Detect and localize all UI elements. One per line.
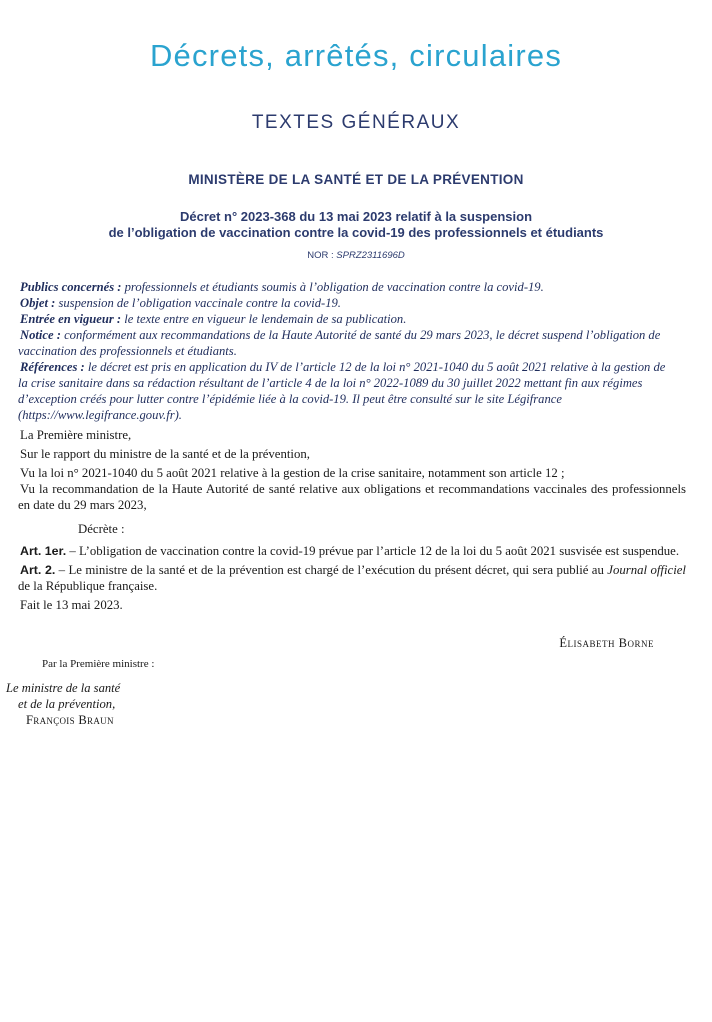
nor-reference [0, 250, 712, 261]
visa-recommendation: Vu la recommandation de la Haute Autorité de santé relative aux obligations et recommandations vaccinales des professionnels en date du 29 mars 2023, [18, 482, 686, 512]
notice-text: professionnels et étudiants soumis à l’obligation de vaccination contre la covid-19. [121, 280, 544, 294]
notice-label: Publics concernés : [20, 280, 122, 294]
article-1-label: Art. 1er. [20, 544, 67, 558]
notice-label: Notice : [20, 328, 61, 342]
notice-label: Entrée en vigueur : [20, 312, 122, 326]
minister-title-line1: Le ministre de la santé [6, 681, 121, 695]
notice-text: suspension de l’obligation vaccinale contre la covid-19. [55, 296, 341, 310]
notice-label: Objet : [20, 296, 56, 310]
minister-name: François Braun [26, 713, 114, 727]
notice-label: Références : [20, 360, 85, 374]
article-1-text: – L’obligation de vaccination contre la covid-19 prévue par l’article 12 de la loi du 5 août 2021 susvisée est suspendue. [66, 544, 680, 558]
decree-body [18, 427, 686, 613]
notice-item [18, 279, 666, 295]
notice-item [18, 327, 666, 359]
minister-title-line2: et de la prévention, [18, 697, 116, 711]
par-la-premiere-ministre: Par la Première ministre : [42, 658, 155, 670]
section-subheading: TEXTES GÉNÉRAUX [251, 112, 461, 133]
signature-minister [6, 680, 120, 728]
done-date: Fait le 13 mai 2023. [20, 598, 123, 612]
decree-title [0, 209, 712, 241]
article-2 [18, 562, 686, 594]
visa-law: Vu la loi n° 2021-1040 du 5 août 2021 relative à la gestion de la crise sanitaire, notamment son article 12 ; [20, 466, 565, 480]
decree-title-line1: Décret n° 2023-368 du 13 mai 2023 relatif à la suspension [179, 209, 533, 224]
article-1 [18, 543, 686, 559]
section-heading: Décrets, arrêtés, circulaires [149, 38, 563, 73]
notice-item [18, 311, 666, 327]
nor-value: SPRZ2311696D [336, 250, 405, 261]
notice-block [18, 279, 666, 423]
article-2-text-a: – Le ministre de la santé et de la prévention est chargé de l’exécution du présent décret, qui sera publié au [55, 563, 608, 577]
ministry-title: MINISTÈRE DE LA SANTÉ ET DE LA PRÉVENTION [188, 172, 524, 187]
notice-item [18, 295, 666, 311]
notice-text: le décret est pris en application du IV de l’article 12 de la loi n° 2021-1040 du 5 août 2021 relative à la gestion de la crise sanitaire dans sa rédaction résultant de l’article 4 de la loi n° 2022-1089 du 30 juillet 2022 mettant fin aux régimes d’exception créés pour lutter contre l’épidémie liée à la covid-19. Il peut être consulté sur le site Légifrance (https://www.legifrance.gouv.fr). [18, 360, 666, 422]
article-2-label: Art. 2. [20, 563, 56, 577]
decree-title-line2: de l’obligation de vaccination contre la covid-19 des professionnels et étudiants [108, 225, 604, 240]
signature-prime-minister: Élisabeth Borne [559, 636, 654, 650]
decrete-line: Décrète : [78, 522, 125, 536]
visa-report: Sur le rapport du ministre de la santé et de la prévention, [20, 447, 310, 461]
notice-text: conformément aux recommandations de la Haute Autorité de santé du 29 mars 2023, le décret suspend l’obligation de vaccination des professionnels et étudiants. [18, 328, 661, 358]
notice-item [18, 359, 666, 423]
journal-officiel: Journal officiel [607, 563, 686, 577]
notice-text: le texte entre en vigueur le lendemain de sa publication. [121, 312, 407, 326]
nor-label: NOR : [307, 250, 334, 261]
intro-line: La Première ministre, [20, 428, 132, 442]
article-2-text-b: de la République française. [18, 579, 158, 593]
